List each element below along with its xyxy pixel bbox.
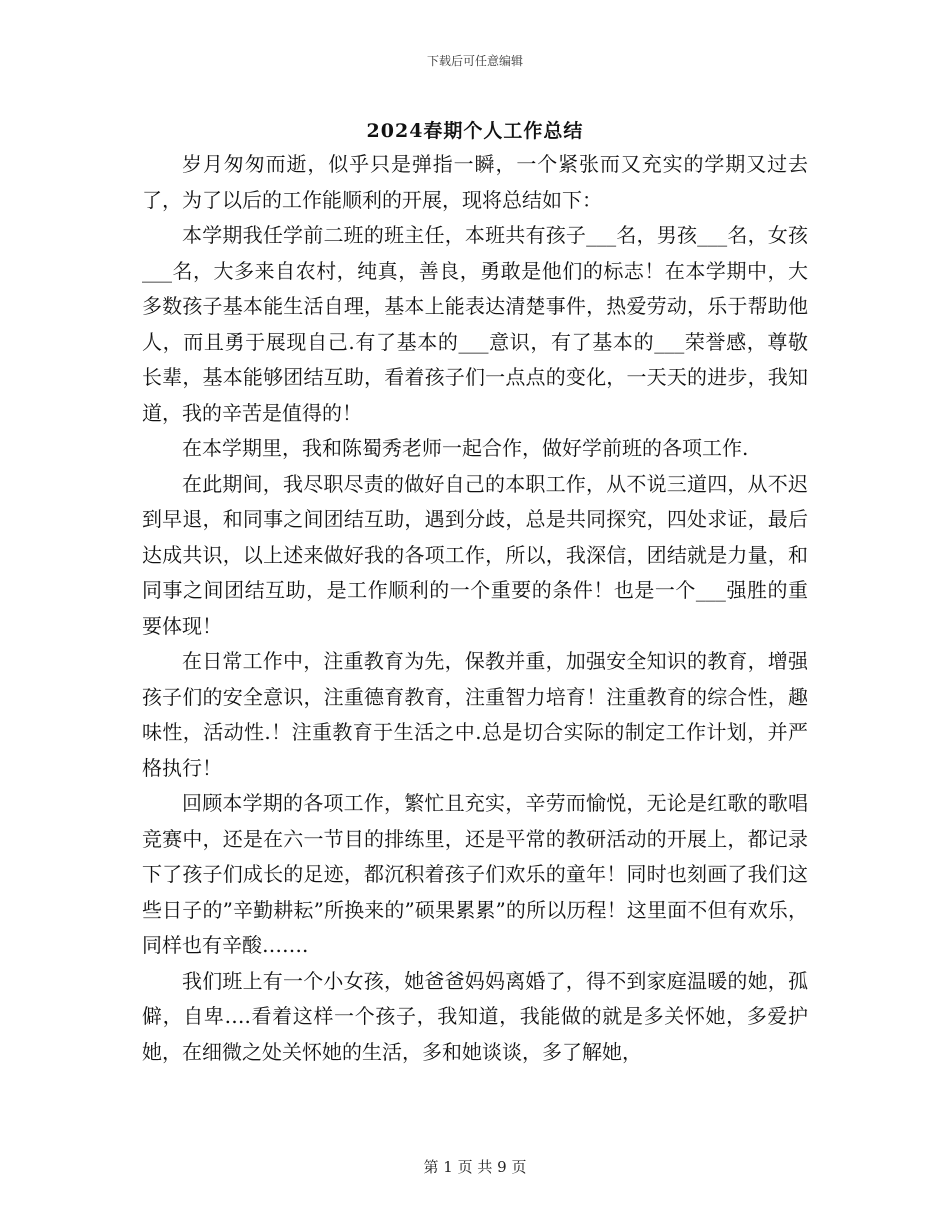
body-paragraph-7: 我们班上有一个小女孩，她爸爸妈妈离婚了，得不到家庭温暖的她，孤僻，自卑….看着这样一个孩子，我知道，我能做的就是多关怀她，多爱护她，在细微之处关怀她的生活，多和她谈谈，多了解她，: [142, 968, 808, 1064]
body-paragraph-4: 在此期间，我尽职尽责的做好自己的本职工作，从不说三道四，从不迟到早退，和同事之间团结互助，遇到分歧，总是共同探究，四处求证，最后达成共识，以上述来做好我的各项工作，所以，我深信，团结就是力量，和同事之间团结互助，是工作顺利的一个重要的条件！也是一个___强胜的重要体现！: [142, 471, 808, 638]
body-paragraph-1: 岁月匆匆而逝，似乎只是弹指一瞬，一个紧张而又充实的学期又过去了，为了以后的工作能顺利的开展，现将总结如下：: [142, 152, 808, 212]
body-paragraph-5: 在日常工作中，注重教育为先，保教并重，加强安全知识的教育，增强孩子们的安全意识，注重德育教育，注重智力培育！注重教育的综合性，趣味性，活动性.！注重教育于生活之中.总是切合实际的制定工作计划，并严格执行！: [142, 649, 808, 780]
document-title: 2024春期个人工作总结: [366, 120, 584, 142]
document-body: [142, 147, 808, 1070]
body-paragraph-2: 本学期我任学前二班的班主任，本班共有孩子___名，男孩___名，女孩___名，大多来自农村，纯真，善良，勇敢是他们的标志！在本学期中，大多数孩子基本能生活自理，基本上能表达清楚事件，热爱劳动，乐于帮助他人，而且勇于展现自己.有了基本的___意识，有了基本的___荣誉感，尊敬长辈，基本能够团结互助，看着孩子们一点点的变化，一天天的进步，我知道，我的辛苦是值得的！: [142, 223, 808, 425]
body-paragraph-3: 在本学期里，我和陈蜀秀老师一起合作，做好学前班的各项工作.: [182, 436, 749, 460]
page-number-footer: 第 1 页 共 9 页: [423, 1158, 527, 1176]
page-header-note: 下载后可任意编辑: [426, 54, 523, 68]
body-paragraph-6: 回顾本学期的各项工作，繁忙且充实，辛劳而愉悦，无论是红歌的歌唱竞赛中，还是在六一节目的排练里，还是平常的教研活动的开展上，都记录下了孩子们成长的足迹，都沉积着孩子们欢乐的童年！同时也刻画了我们这些日子的”辛勤耕耘”所换来的”硕果累累”的所以历程！这里面不但有欢乐，同样也有辛酸…….: [142, 791, 808, 957]
